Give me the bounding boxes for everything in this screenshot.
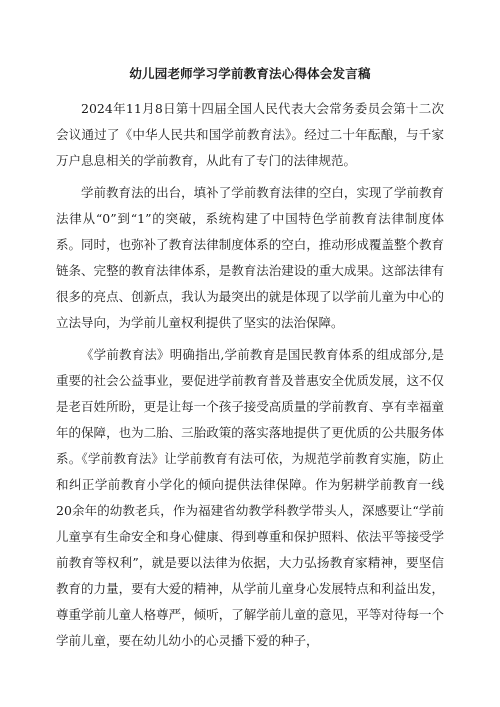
document-title: 幼儿园老师学习学前教育法心得体会发言稿	[129, 66, 371, 81]
paragraph-3: 《学前教育法》明确指出,学前教育是国民教育体系的组成部分,是重要的社会公益事业，要促进学前教育普及普惠安全优质发展，这不仅是老百姓所盼，更是让每一个孩子接受高质量的学前教育、享有幸福童年的保障，也为二胎、三胎政策的落实落地提供了更优质的公共服务体系。《学前教育法》让学前教育有法可依，为规范学前教育实施，防止和纠正学前教育小学化的倾向提供法律保障。作为躬耕学前教育一线20余年的幼教老兵，作为福建省幼教学科教学带头人，深感要让“学前儿童享有生命安全和身心健康、得到尊重和保护照料、依法平等接受学前教育等权利”，就是要以法律为依据，大力弘扬教育家精神，要坚信教育的力量，要有大爱的精神，从学前儿童身心发展特点和利益出发，尊重学前儿童人格尊严，倾听，了解学前儿童的意见，平等对待每一个学前儿童，要在幼儿幼小的心灵播下爱的种子，	[56, 347, 444, 648]
paragraph-2: 学前教育法的出台，填补了学前教育法律的空白，实现了学前教育法律从“0”到“1”的突破，系统构建了中国特色学前教育法律制度体系。同时，也弥补了教育法律制度体系的空白，推动形成覆盖整个教育链条、完整的教育法律体系，是教育法治建设的重大成果。这部法律有很多的亮点、创新点，我认为最突出的就是体现了以学前儿童为中心的立法导向，为学前儿童权利提供了坚实的法治保障。	[56, 185, 444, 330]
paragraph-1: 2024年11月8日第十四届全国人民代表大会常务委员会第十二次会议通过了《中华人民共和国学前教育法》。经过二十年酝酿，与千家万户息息相关的学前教育，从此有了专门的法律规范。	[56, 101, 444, 168]
